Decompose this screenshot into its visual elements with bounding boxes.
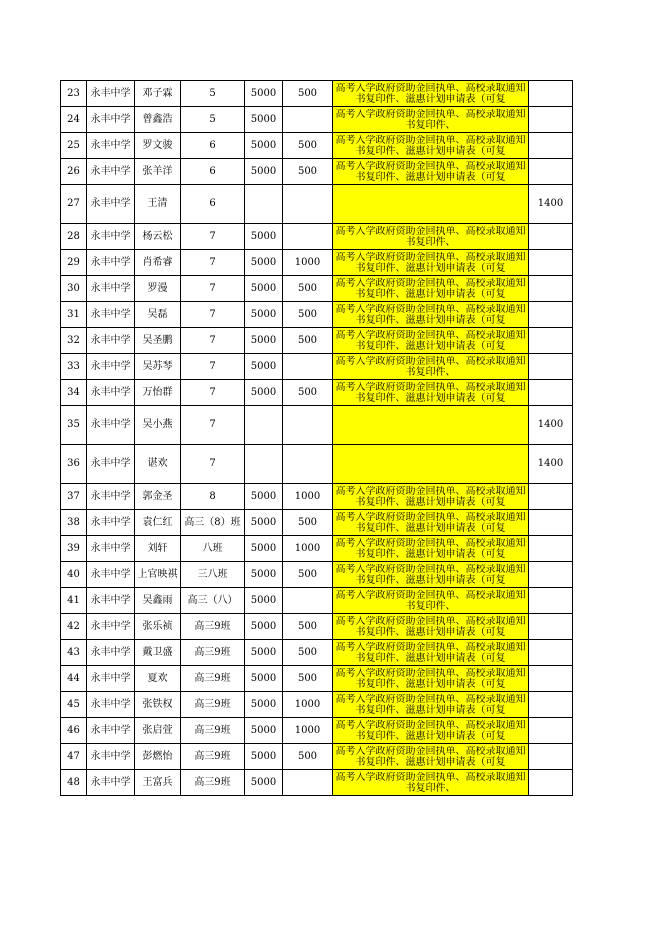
bonus-cell: 1000 xyxy=(283,250,333,276)
student-name-cell: 王富兵 xyxy=(135,770,181,796)
amount-cell: 5000 xyxy=(245,562,283,588)
document-note-cell xyxy=(333,224,529,250)
bonus-cell: 500 xyxy=(283,640,333,666)
document-note-cell xyxy=(333,562,529,588)
school-cell: 永丰中学 xyxy=(87,224,135,250)
bonus-cell: 500 xyxy=(283,562,333,588)
amount-cell: 5000 xyxy=(245,614,283,640)
class-cell: 三八班 xyxy=(181,562,245,588)
table-row xyxy=(61,692,573,718)
document-note-text: 高考入学政府资助金回执单、高校录取通知书复印件、滋惠计划申请表（可复 xyxy=(335,160,526,183)
document-note-cell xyxy=(333,744,529,770)
document-note-cell xyxy=(333,666,529,692)
document-note-cell xyxy=(333,718,529,744)
class-cell: 7 xyxy=(181,406,245,445)
amount-cell: 5000 xyxy=(245,588,283,614)
school-cell: 永丰中学 xyxy=(87,666,135,692)
row-number-cell: 31 xyxy=(61,302,87,328)
extra-amount-cell: 1400 xyxy=(529,445,573,484)
school-cell: 永丰中学 xyxy=(87,250,135,276)
student-name-cell: 罗漫 xyxy=(135,276,181,302)
amount-cell: 5000 xyxy=(245,133,283,159)
bonus-cell xyxy=(283,445,333,484)
document-note-cell xyxy=(333,81,529,107)
extra-amount-cell xyxy=(529,133,573,159)
amount-cell: 5000 xyxy=(245,770,283,796)
bonus-cell: 1000 xyxy=(283,692,333,718)
row-number-cell: 38 xyxy=(61,510,87,536)
student-name-cell: 杨云松 xyxy=(135,224,181,250)
document-note-text: 高考入学政府资助金回执单、高校录取通知书复印件、滋惠计划申请表（可复 xyxy=(335,82,526,105)
amount-cell: 5000 xyxy=(245,692,283,718)
extra-amount-cell: 1400 xyxy=(529,406,573,445)
document-note-text: 高考入学政府资助金回执单、高校录取通知书复印件、滋惠计划申请表（可复 xyxy=(335,511,526,534)
student-name-cell: 张羊洋 xyxy=(135,159,181,185)
document-note-cell xyxy=(333,133,529,159)
class-cell: 高三9班 xyxy=(181,614,245,640)
bonus-cell: 500 xyxy=(283,510,333,536)
document-note-cell xyxy=(333,380,529,406)
student-name-cell: 邓子霖 xyxy=(135,81,181,107)
student-name-cell: 刘轩 xyxy=(135,536,181,562)
class-cell: 八班 xyxy=(181,536,245,562)
document-note-cell xyxy=(333,588,529,614)
school-cell: 永丰中学 xyxy=(87,718,135,744)
amount-cell: 5000 xyxy=(245,250,283,276)
class-cell: 高三9班 xyxy=(181,718,245,744)
class-cell: 高三9班 xyxy=(181,666,245,692)
amount-cell: 5000 xyxy=(245,380,283,406)
document-note-cell xyxy=(333,302,529,328)
amount-cell: 5000 xyxy=(245,666,283,692)
extra-amount-cell xyxy=(529,276,573,302)
row-number-cell: 26 xyxy=(61,159,87,185)
amount-cell: 5000 xyxy=(245,328,283,354)
document-note-text: 高考入学政府资助金回执单、高校录取通知书复印件、滋惠计划申请表（可复 xyxy=(335,329,526,352)
document-note-cell xyxy=(333,536,529,562)
extra-amount-cell xyxy=(529,510,573,536)
extra-amount-cell: 1400 xyxy=(529,185,573,224)
student-name-cell: 吴鑫雨 xyxy=(135,588,181,614)
amount-cell xyxy=(245,406,283,445)
class-cell: 高三9班 xyxy=(181,744,245,770)
school-cell: 永丰中学 xyxy=(87,380,135,406)
table-row xyxy=(61,640,573,666)
school-cell: 永丰中学 xyxy=(87,614,135,640)
bonus-cell: 500 xyxy=(283,666,333,692)
row-number-cell: 25 xyxy=(61,133,87,159)
class-cell: 6 xyxy=(181,133,245,159)
extra-amount-cell xyxy=(529,640,573,666)
row-number-cell: 36 xyxy=(61,445,87,484)
school-cell: 永丰中学 xyxy=(87,302,135,328)
class-cell: 5 xyxy=(181,81,245,107)
student-name-cell: 吴圣鹏 xyxy=(135,328,181,354)
extra-amount-cell xyxy=(529,328,573,354)
extra-amount-cell xyxy=(529,81,573,107)
class-cell: 7 xyxy=(181,328,245,354)
bonus-cell: 1000 xyxy=(283,536,333,562)
student-name-cell: 万怡群 xyxy=(135,380,181,406)
bonus-cell: 500 xyxy=(283,81,333,107)
bonus-cell xyxy=(283,770,333,796)
row-number-cell: 48 xyxy=(61,770,87,796)
school-cell: 永丰中学 xyxy=(87,562,135,588)
row-number-cell: 29 xyxy=(61,250,87,276)
school-cell: 永丰中学 xyxy=(87,107,135,133)
class-cell: 6 xyxy=(181,159,245,185)
document-note-text: 高考入学政府资助金回执单、高校录取通知书复印件、滋惠计划申请表（可复 xyxy=(335,251,526,274)
table-row xyxy=(61,614,573,640)
amount-cell: 5000 xyxy=(245,484,283,510)
document-note-cell xyxy=(333,406,529,445)
amount-cell: 5000 xyxy=(245,107,283,133)
table-row xyxy=(61,588,573,614)
row-number-cell: 41 xyxy=(61,588,87,614)
document-note-text: 高考入学政府资助金回执单、高校录取通知书复印件、滋惠计划申请表（可复 xyxy=(335,381,526,404)
student-name-cell: 谌欢 xyxy=(135,445,181,484)
student-name-cell: 王清 xyxy=(135,185,181,224)
table-row xyxy=(61,380,573,406)
document-note-cell xyxy=(333,692,529,718)
row-number-cell: 34 xyxy=(61,380,87,406)
student-name-cell: 肖希睿 xyxy=(135,250,181,276)
school-cell: 永丰中学 xyxy=(87,185,135,224)
student-name-cell: 罗文骏 xyxy=(135,133,181,159)
school-cell: 永丰中学 xyxy=(87,692,135,718)
row-number-cell: 32 xyxy=(61,328,87,354)
class-cell: 7 xyxy=(181,224,245,250)
row-number-cell: 35 xyxy=(61,406,87,445)
amount-cell: 5000 xyxy=(245,536,283,562)
class-cell: 高三（8）班 xyxy=(181,510,245,536)
school-cell: 永丰中学 xyxy=(87,588,135,614)
class-cell: 6 xyxy=(181,185,245,224)
extra-amount-cell xyxy=(529,692,573,718)
class-cell: 7 xyxy=(181,302,245,328)
student-name-cell: 上官映祺 xyxy=(135,562,181,588)
class-cell: 8 xyxy=(181,484,245,510)
row-number-cell: 45 xyxy=(61,692,87,718)
school-cell: 永丰中学 xyxy=(87,159,135,185)
document-note-cell xyxy=(333,510,529,536)
extra-amount-cell xyxy=(529,718,573,744)
extra-amount-cell xyxy=(529,666,573,692)
class-cell: 7 xyxy=(181,380,245,406)
row-number-cell: 47 xyxy=(61,744,87,770)
document-note-text: 高考入学政府资助金回执单、高校录取通知书复印件、滋惠计划申请表（可复 xyxy=(335,134,526,157)
student-name-cell: 戴卫盛 xyxy=(135,640,181,666)
amount-cell: 5000 xyxy=(245,159,283,185)
bonus-cell xyxy=(283,107,333,133)
row-number-cell: 30 xyxy=(61,276,87,302)
bonus-cell: 500 xyxy=(283,614,333,640)
student-name-cell: 夏欢 xyxy=(135,666,181,692)
row-number-cell: 24 xyxy=(61,107,87,133)
class-cell: 7 xyxy=(181,445,245,484)
table-row xyxy=(61,744,573,770)
bonus-cell: 1000 xyxy=(283,484,333,510)
bonus-cell xyxy=(283,588,333,614)
student-name-cell: 吴苏琴 xyxy=(135,354,181,380)
bonus-cell: 500 xyxy=(283,276,333,302)
school-cell: 永丰中学 xyxy=(87,354,135,380)
amount-cell xyxy=(245,185,283,224)
extra-amount-cell xyxy=(529,770,573,796)
amount-cell: 5000 xyxy=(245,302,283,328)
extra-amount-cell xyxy=(529,744,573,770)
extra-amount-cell xyxy=(529,536,573,562)
amount-cell: 5000 xyxy=(245,718,283,744)
table-row xyxy=(61,133,573,159)
document-note-text: 高考入学政府资助金回执单、高校录取通知书复印件、滋惠计划申请表（可复 xyxy=(335,641,526,664)
amount-cell xyxy=(245,445,283,484)
table-row xyxy=(61,224,573,250)
student-name-cell: 吴磊 xyxy=(135,302,181,328)
extra-amount-cell xyxy=(529,107,573,133)
extra-amount-cell xyxy=(529,484,573,510)
class-cell: 高三9班 xyxy=(181,640,245,666)
school-cell: 永丰中学 xyxy=(87,640,135,666)
amount-cell: 5000 xyxy=(245,224,283,250)
extra-amount-cell xyxy=(529,224,573,250)
document-note-cell xyxy=(333,159,529,185)
row-number-cell: 27 xyxy=(61,185,87,224)
class-cell: 高三9班 xyxy=(181,770,245,796)
table-row xyxy=(61,510,573,536)
document-note-text: 高考入学政府资助金回执单、高校录取通知书复印件、 xyxy=(335,771,526,794)
amount-cell: 5000 xyxy=(245,744,283,770)
school-cell: 永丰中学 xyxy=(87,133,135,159)
bonus-cell: 500 xyxy=(283,744,333,770)
row-number-cell: 28 xyxy=(61,224,87,250)
class-cell: 高三（八） xyxy=(181,588,245,614)
amount-cell: 5000 xyxy=(245,81,283,107)
document-note-text: 高考入学政府资助金回执单、高校录取通知书复印件、滋惠计划申请表（可复 xyxy=(335,485,526,508)
table-row xyxy=(61,666,573,692)
document-note-cell xyxy=(333,770,529,796)
table-row xyxy=(61,159,573,185)
bonus-cell: 500 xyxy=(283,133,333,159)
document-note-cell xyxy=(333,484,529,510)
bonus-cell: 500 xyxy=(283,328,333,354)
row-number-cell: 37 xyxy=(61,484,87,510)
school-cell: 永丰中学 xyxy=(87,406,135,445)
document-note-text: 高考入学政府资助金回执单、高校录取通知书复印件、 xyxy=(335,225,526,248)
extra-amount-cell xyxy=(529,302,573,328)
bonus-cell xyxy=(283,185,333,224)
table-body xyxy=(61,81,573,796)
extra-amount-cell xyxy=(529,588,573,614)
row-number-cell: 44 xyxy=(61,666,87,692)
document-note-cell xyxy=(333,185,529,224)
document-note-text: 高考入学政府资助金回执单、高校录取通知书复印件、滋惠计划申请表（可复 xyxy=(335,719,526,742)
student-name-cell: 吴小燕 xyxy=(135,406,181,445)
extra-amount-cell xyxy=(529,562,573,588)
table-row xyxy=(61,81,573,107)
document-note-cell xyxy=(333,614,529,640)
school-cell: 永丰中学 xyxy=(87,744,135,770)
extra-amount-cell xyxy=(529,614,573,640)
table-row xyxy=(61,718,573,744)
document-note-cell xyxy=(333,250,529,276)
extra-amount-cell xyxy=(529,159,573,185)
school-cell: 永丰中学 xyxy=(87,536,135,562)
row-number-cell: 39 xyxy=(61,536,87,562)
bonus-cell: 500 xyxy=(283,302,333,328)
school-cell: 永丰中学 xyxy=(87,510,135,536)
document-note-cell xyxy=(333,328,529,354)
document-note-text: 高考入学政府资助金回执单、高校录取通知书复印件、滋惠计划申请表（可复 xyxy=(335,667,526,690)
table-row xyxy=(61,484,573,510)
class-cell: 7 xyxy=(181,354,245,380)
bonus-cell xyxy=(283,354,333,380)
table-row xyxy=(61,445,573,484)
document-note-text: 高考入学政府资助金回执单、高校录取通知书复印件、滋惠计划申请表（可复 xyxy=(335,745,526,768)
row-number-cell: 33 xyxy=(61,354,87,380)
class-cell: 5 xyxy=(181,107,245,133)
table-row xyxy=(61,302,573,328)
student-name-cell: 袁仁红 xyxy=(135,510,181,536)
student-name-cell: 彭燃怡 xyxy=(135,744,181,770)
bonus-cell xyxy=(283,406,333,445)
table-row xyxy=(61,354,573,380)
student-name-cell: 曾鑫浩 xyxy=(135,107,181,133)
document-note-text: 高考入学政府资助金回执单、高校录取通知书复印件、滋惠计划申请表（可复 xyxy=(335,563,526,586)
amount-cell: 5000 xyxy=(245,640,283,666)
table-row xyxy=(61,562,573,588)
row-number-cell: 43 xyxy=(61,640,87,666)
document-note-cell xyxy=(333,107,529,133)
document-note-cell xyxy=(333,640,529,666)
table-row xyxy=(61,107,573,133)
document-note-text: 高考入学政府资助金回执单、高校录取通知书复印件、滋惠计划申请表（可复 xyxy=(335,303,526,326)
document-note-text: 高考入学政府资助金回执单、高校录取通知书复印件、 xyxy=(335,589,526,612)
document-note-text: 高考入学政府资助金回执单、高校录取通知书复印件、 xyxy=(335,355,526,378)
document-note-cell xyxy=(333,445,529,484)
extra-amount-cell xyxy=(529,380,573,406)
data-table xyxy=(60,80,573,796)
document-note-text: 高考入学政府资助金回执单、高校录取通知书复印件、滋惠计划申请表（可复 xyxy=(335,537,526,560)
class-cell: 高三9班 xyxy=(181,692,245,718)
student-name-cell: 郭金圣 xyxy=(135,484,181,510)
table-row xyxy=(61,328,573,354)
table-row xyxy=(61,536,573,562)
table-row xyxy=(61,770,573,796)
row-number-cell: 23 xyxy=(61,81,87,107)
row-number-cell: 42 xyxy=(61,614,87,640)
bonus-cell: 500 xyxy=(283,159,333,185)
document-note-text: 高考入学政府资助金回执单、高校录取通知书复印件、 xyxy=(335,108,526,131)
student-name-cell: 张乐祯 xyxy=(135,614,181,640)
bonus-cell: 500 xyxy=(283,380,333,406)
row-number-cell: 46 xyxy=(61,718,87,744)
amount-cell: 5000 xyxy=(245,354,283,380)
class-cell: 7 xyxy=(181,250,245,276)
extra-amount-cell xyxy=(529,354,573,380)
table-row xyxy=(61,406,573,445)
bonus-cell: 1000 xyxy=(283,718,333,744)
school-cell: 永丰中学 xyxy=(87,770,135,796)
school-cell: 永丰中学 xyxy=(87,81,135,107)
school-cell: 永丰中学 xyxy=(87,484,135,510)
extra-amount-cell xyxy=(529,250,573,276)
document-note-cell xyxy=(333,354,529,380)
student-name-cell: 张启萱 xyxy=(135,718,181,744)
document-note-cell xyxy=(333,276,529,302)
table-row xyxy=(61,276,573,302)
table-row xyxy=(61,250,573,276)
amount-cell: 5000 xyxy=(245,276,283,302)
amount-cell: 5000 xyxy=(245,510,283,536)
school-cell: 永丰中学 xyxy=(87,445,135,484)
school-cell: 永丰中学 xyxy=(87,276,135,302)
class-cell: 7 xyxy=(181,276,245,302)
school-cell: 永丰中学 xyxy=(87,328,135,354)
document-note-text: 高考入学政府资助金回执单、高校录取通知书复印件、滋惠计划申请表（可复 xyxy=(335,693,526,716)
table-row xyxy=(61,185,573,224)
document-note-text: 高考入学政府资助金回执单、高校录取通知书复印件、滋惠计划申请表（可复 xyxy=(335,615,526,638)
bonus-cell xyxy=(283,224,333,250)
row-number-cell: 40 xyxy=(61,562,87,588)
document-note-text: 高考入学政府资助金回执单、高校录取通知书复印件、滋惠计划申请表（可复 xyxy=(335,277,526,300)
student-name-cell: 张铁权 xyxy=(135,692,181,718)
